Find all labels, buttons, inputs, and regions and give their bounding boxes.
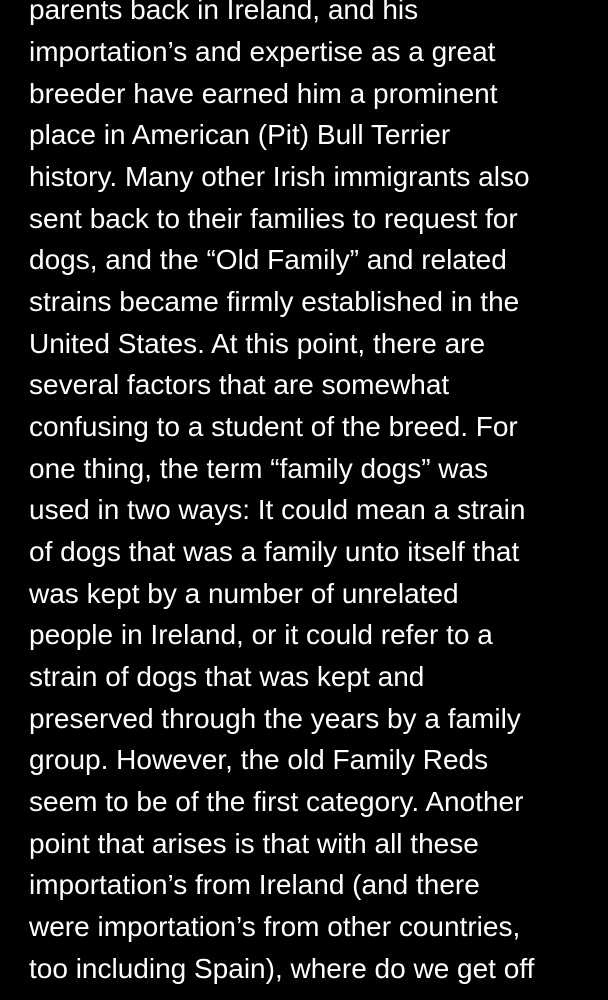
text-line: point that arises is that with all these (29, 828, 479, 859)
text-line: parents back in Ireland, and his (29, 0, 419, 25)
text-line: of dogs that was a family unto itself that (29, 536, 520, 567)
text-line: importation’s from Ireland (and there (29, 869, 480, 900)
text-line: confusing to a student of the breed. For (29, 411, 518, 442)
text-line: people in Ireland, or it could refer to a (29, 619, 493, 650)
text-line: importation’s and expertise as a great (29, 36, 496, 67)
text-line: dogs, and the “Old Family” and related (29, 244, 507, 275)
text-line: several factors that are somewhat (29, 369, 450, 400)
text-line: breeder have earned him a prominent (29, 78, 498, 109)
text-line: strain of dogs that was kept and (29, 661, 425, 692)
text-line: seem to be of the first category. Another (29, 786, 524, 817)
text-line: sent back to their families to request for (29, 203, 518, 234)
text-line: preserved through the years by a family (29, 703, 521, 734)
text-line: were importation’s from other countries, (29, 911, 521, 942)
text-line: place in American (Pit) Bull Terrier (29, 119, 451, 150)
text-line: was kept by a number of unrelated (29, 578, 459, 609)
text-line: group. However, the old Family Reds (29, 744, 489, 775)
text-line: used in two ways: It could mean a strain (29, 494, 526, 525)
text-line: strains became firmly established in the (29, 286, 520, 317)
text-line: history. Many other Irish immigrants also (29, 161, 530, 192)
text-line: too including Spain), where do we get off (29, 953, 535, 984)
text-line: United States. At this point, there are (29, 328, 486, 359)
text-line: one thing, the term “family dogs” was (29, 453, 489, 484)
